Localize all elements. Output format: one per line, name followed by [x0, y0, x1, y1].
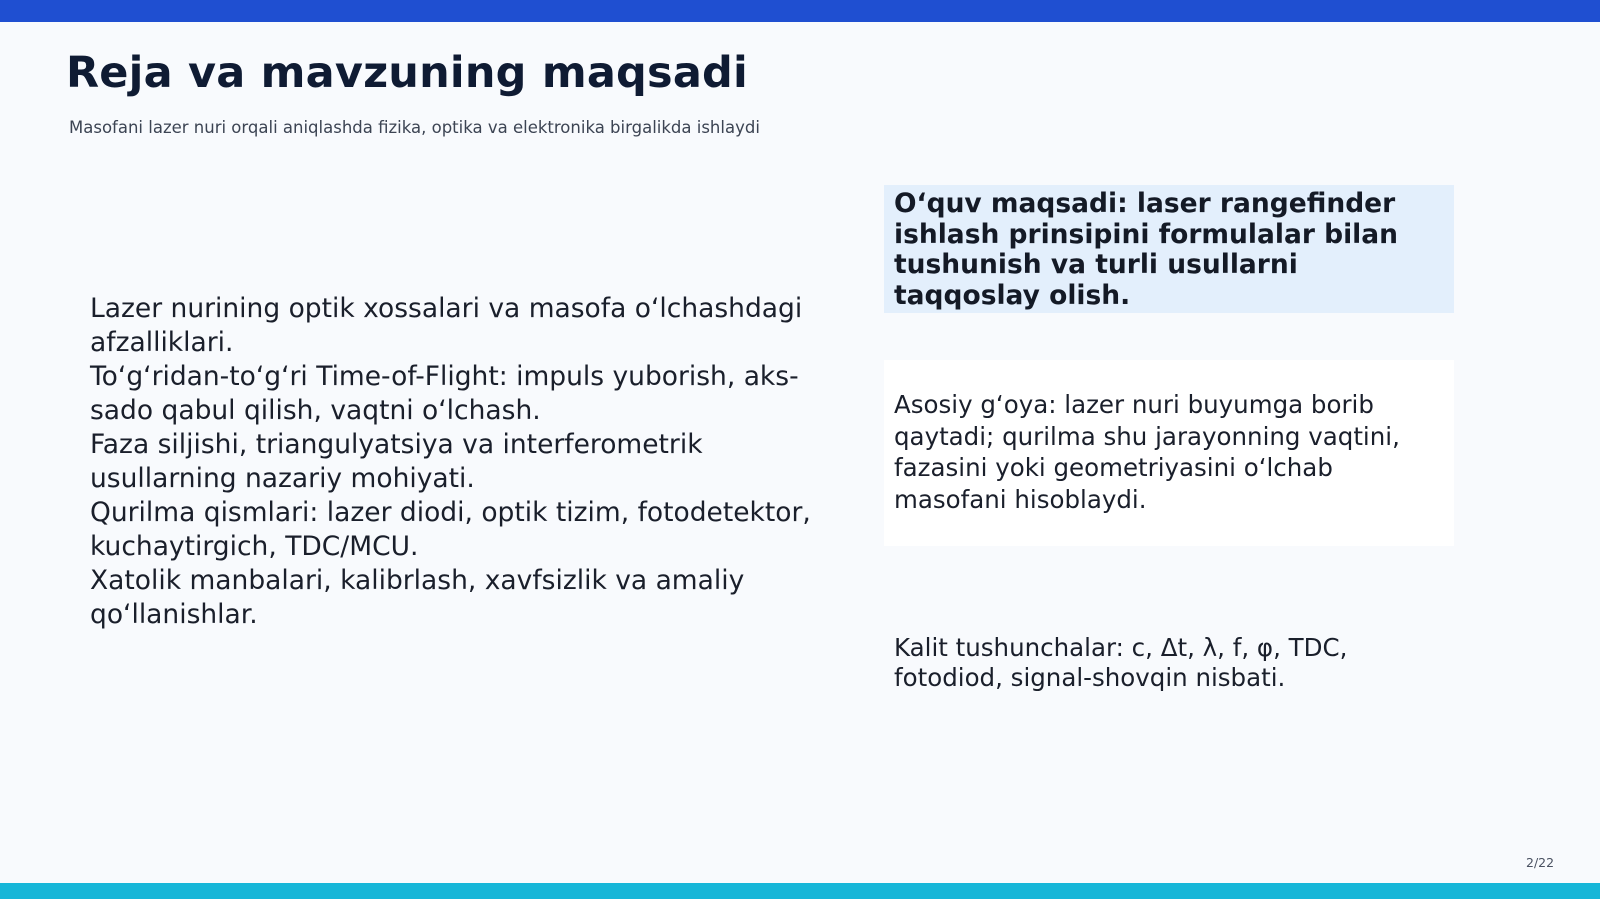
top-accent-bar [0, 0, 1600, 22]
learning-goal-text: O‘quv maqsadi: laser rangefinder ishlash prinsipini formulalar bilan tushunish va turli usullarni taqqoslay olish. [894, 188, 1399, 311]
slide-title: Reja va mavzuning maqsadi [66, 48, 748, 98]
learning-goal-box [884, 185, 1454, 313]
agenda-list [90, 292, 820, 632]
main-idea-text: Asosiy g‘oya: lazer nuri buyumga borib qaytadi; qurilma shu jarayonning vaqtini, fazasini yoki geometriyasini o‘lchab masofani hisoblaydi. [894, 390, 1400, 514]
agenda-item: Faza siljishi, triangulyatsiya va interferometrik usullarning nazariy mohiyati. [90, 429, 703, 494]
agenda-item: Qurilma qismlari: lazer diodi, optik tizim, fotodetektor, kuchaytirgich, TDC/MCU. [90, 497, 811, 562]
page-number: 2/22 [1526, 855, 1555, 870]
bottom-accent-bar [0, 883, 1600, 899]
agenda-item: To‘g‘ridan-to‘g‘ri Time-of-Flight: impuls yuborish, aks-sado qabul qilish, vaqtni o‘lchash. [90, 361, 799, 426]
slide-subtitle: Masofani lazer nuri orqali aniqlashda fizika, optika va elektronika birgalikda ishlaydi [69, 118, 760, 137]
main-idea-box [884, 360, 1454, 546]
agenda-item: Xatolik manbalari, kalibrlash, xavfsizlik va amaliy qo‘llanishlar. [90, 565, 745, 630]
key-concepts-text: Kalit tushunchalar: c, Δt, λ, f, φ, TDC, fotodiod, signal-shovqin nisbati. [894, 633, 1348, 692]
agenda-item: Lazer nurining optik xossalari va masofa o‘lchashdagi afzalliklari. [90, 293, 803, 358]
